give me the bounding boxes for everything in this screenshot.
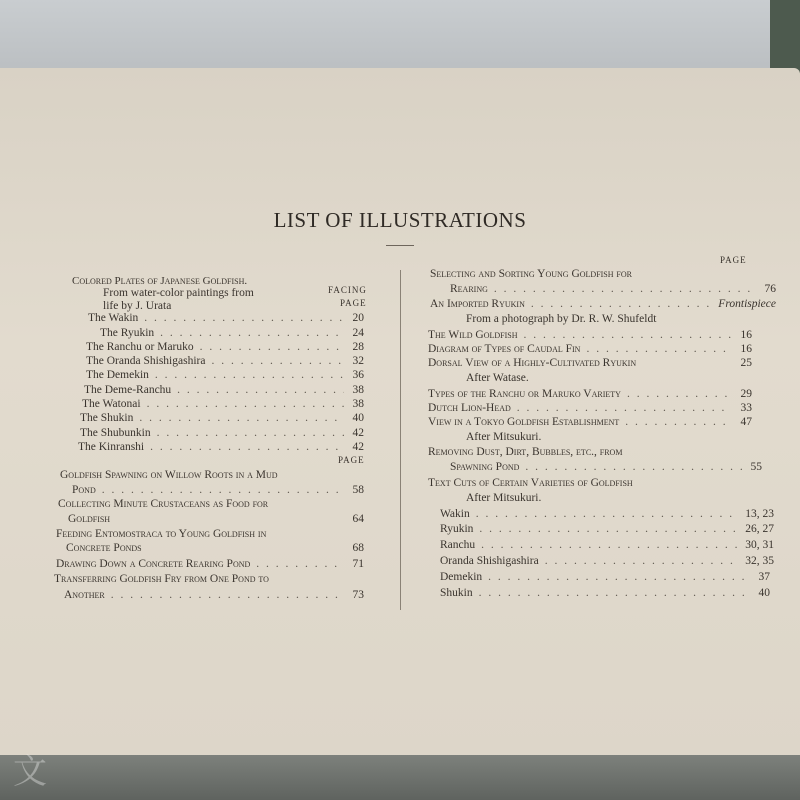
entry-transferring: Another . . . 73 bbox=[64, 589, 364, 601]
list-item: The Deme-Ranchu . . . 38 bbox=[84, 384, 364, 396]
facing-label: FACING bbox=[328, 285, 367, 295]
entry-dorsal: Dorsal View of a Highly-Cultivated Ryukin 25 bbox=[428, 357, 752, 369]
list-item: Shukin . . . 40 bbox=[440, 587, 770, 599]
entry-textcuts-line1: Text Cuts of Certain Varieties of Goldfish bbox=[428, 477, 633, 489]
list-item: Ryukin . . . 26, 27 bbox=[440, 523, 774, 535]
list-item: The Ranchu or Maruko . . . 28 bbox=[86, 341, 364, 353]
list-item: Oranda Shishigashira . . . 32, 35 bbox=[440, 555, 774, 567]
list-item: Ranchu . . . 30, 31 bbox=[440, 539, 774, 551]
entry-view-line2: After Mitsukuri. bbox=[466, 431, 542, 443]
list-item: Wakin . . . 13, 23 bbox=[440, 508, 774, 520]
entry-drawing: Drawing Down a Concrete Rearing Pond . . . 71 bbox=[56, 558, 364, 570]
entry-dorsal-line2: After Watase. bbox=[466, 372, 529, 384]
entry-textcuts-line2: After Mitsukuri. bbox=[466, 492, 542, 504]
entry-spawning-line1: Goldfish Spawning on Willow Roots in a Mud bbox=[60, 469, 278, 481]
entry-removing: Spawning Pond . . . 55 bbox=[450, 461, 762, 473]
entry-imported: An Imported Ryukin . . . Frontispiece bbox=[430, 298, 776, 310]
list-item: The Wakin . . . 20 bbox=[88, 312, 364, 324]
list-item: Demekin . . . 37 bbox=[440, 571, 770, 583]
title-rule bbox=[386, 245, 414, 246]
list-item: The Shubunkin . . . 42 bbox=[80, 427, 364, 439]
watermark-seal: 文 bbox=[13, 752, 47, 792]
list-item: The Oranda Shishigashira . . . 32 bbox=[86, 355, 364, 367]
entry-imported-line2: From a photograph by Dr. R. W. Shufeldt bbox=[466, 313, 657, 325]
colored-plates-sub1: From water-color paintings from bbox=[103, 287, 254, 299]
list-item: The Demekin . . . 36 bbox=[86, 369, 364, 381]
page-label-left: PAGE bbox=[340, 298, 367, 308]
page-label-right: PAGE bbox=[720, 255, 747, 265]
entry-spawning: Pond . . . 58 bbox=[72, 484, 364, 496]
list-item: The Shukin . . . 40 bbox=[80, 412, 364, 424]
entry-diagram: Diagram of Types of Caudal Fin . . . 16 bbox=[428, 343, 752, 355]
entry-selecting-line1: Selecting and Sorting Young Goldfish for bbox=[430, 268, 632, 280]
book-cover-bottom bbox=[0, 755, 800, 800]
entry-collecting: Goldfish 64 bbox=[68, 513, 364, 525]
list-item: The Kinranshi . . . 42 bbox=[78, 441, 364, 453]
entry-dutch: Dutch Lion-Head . . . 33 bbox=[428, 402, 752, 414]
list-item: The Watonai . . . 38 bbox=[82, 398, 364, 410]
entry-removing-line1: Removing Dust, Dirt, Bubbles, etc., from bbox=[428, 446, 623, 458]
entry-selecting: Rearing . . . 76 bbox=[450, 283, 776, 295]
entry-wild: The Wild Goldfish . . . 16 bbox=[428, 329, 752, 341]
colored-plates-heading: Colored Plates of Japanese Goldfish. bbox=[72, 275, 248, 287]
entry-collecting-line1: Collecting Minute Crustaceans as Food for bbox=[58, 498, 269, 510]
colored-plates-sub2: life by J. Urata bbox=[103, 300, 172, 312]
list-item: The Ryukin . . . 24 bbox=[100, 327, 364, 339]
entry-types: Types of the Ranchu or Maruko Variety . . . 29 bbox=[428, 388, 752, 400]
entry-feeding-line1: Feeding Entomostraca to Young Goldfish in bbox=[56, 528, 267, 540]
entry-feeding: Concrete Ponds 68 bbox=[66, 542, 364, 554]
column-divider bbox=[400, 270, 401, 610]
entry-view: View in a Tokyo Goldfish Establishment . . . 47 bbox=[428, 416, 752, 428]
page-title: LIST OF ILLUSTRATIONS bbox=[273, 208, 527, 232]
entry-transferring-line1: Transferring Goldfish Fry from One Pond to bbox=[54, 573, 269, 585]
page-label-left-2: PAGE bbox=[338, 455, 365, 465]
